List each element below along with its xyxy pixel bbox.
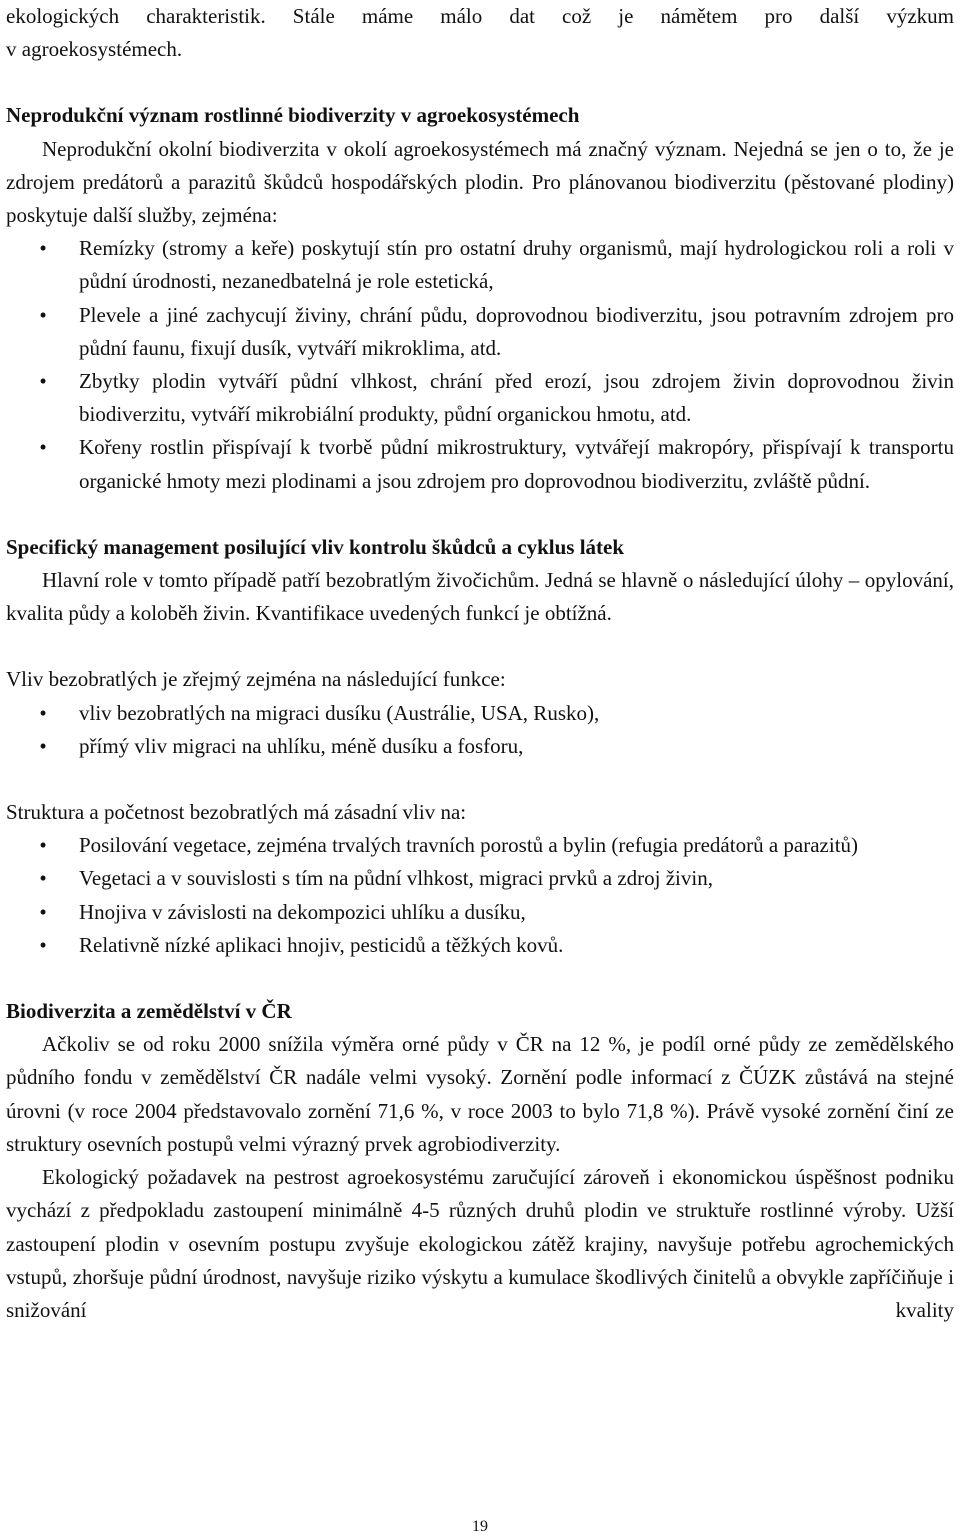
list-item-text: přímý vliv migraci na uhlíku, méně dusíku a fosforu,: [79, 733, 524, 758]
section1-bullet-list: [6, 232, 954, 498]
bullet-icon: •: [39, 369, 47, 394]
section1-paragraph: Neprodukční okolní biodiverzita v okolí agroekosystémech má značný význam. Nejedná se jen o to, že je zdrojem predátorů a parazitů škůdců hospodářských plodin. Pro plánovanou biodiverzitu (pěstované plodiny) poskytuje další služby, zejména:: [6, 136, 954, 228]
list-item-text: Remízky (stromy a keře) poskytují stín pro ostatní druhy organismů, mají hydrologickou roli a roli v půdní úrodnosti, nezanedbatelná je role estetická,: [79, 236, 954, 294]
list-item: [6, 431, 954, 497]
list-item-text: Relativně nízké aplikaci hnojiv, pesticidů a těžkých kovů.: [79, 932, 564, 957]
bullet-icon: •: [39, 932, 47, 957]
section-heading-management: Specifický management posilující vliv kontrolu škůdců a cyklus látek: [6, 534, 625, 559]
bullet-icon: •: [39, 866, 47, 891]
list-item-text: vliv bezobratlých na migraci dusíku (Austrálie, USA, Rusko),: [79, 700, 600, 725]
bullet-icon: •: [39, 302, 47, 327]
section-heading-biodiversity-cr: Biodiverzita a zemědělství v ČR: [6, 999, 292, 1024]
list-item: [6, 299, 954, 365]
bullet-icon: •: [39, 435, 47, 460]
section2-paragraph: Hlavní role v tomto případě patří bezobratlým živočichům. Jedná se hlavně o následující úlohy – opylování, kvalita půdy a koloběh živin. Kvantifikace uvedených funkcí je obtížná.: [6, 568, 954, 626]
list-item-text: Kořeny rostlin přispívají k tvorbě půdní mikrostruktury, vytvářejí makropóry, přispívají k transportu organické hmoty mezi plodinami a jsou zdrojem pro doprovodnou biodiverzitu, zvláště půdní.: [79, 435, 954, 493]
section-heading-nonproductive: Neprodukční význam rostlinné biodiverzity v agroekosystémech: [6, 103, 580, 128]
list-item: [6, 232, 954, 298]
list-item: [6, 365, 954, 431]
list-item: [6, 829, 954, 862]
list-item-text: Zbytky plodin vytváří půdní vlhkost, chrání před erozí, jsou zdrojem živin doprovodnou živin biodiverzitu, vytváří mikrobiální produkty, půdní organickou hmotu, atd.: [79, 369, 954, 427]
list-item-text: Hnojiva v závislosti na dekompozici uhlíku a dusíku,: [79, 899, 526, 924]
section3-paragraph-1: Ačkoliv se od roku 2000 snížila výměra orné půdy v ČR na 12 %, je podíl orné půdy ze zemědělského půdního fondu v zemědělství ČR nadále velmi vysoký. Zornění podle informací z ČÚZK zůstává na stejné úrovni (v roce 2004 představovalo zornění 71,6 %, v roce 2003 to bylo 71,8 %). Právě vysoké zornění činí ze struktury osevních postupů velmi výrazný prvek agrobiodiverzity.: [6, 1032, 954, 1156]
list-item-text: Vegetaci a v souvislosti s tím na půdní vlhkost, migraci prvků a zdroj živin,: [79, 866, 713, 891]
bullet-icon: •: [39, 733, 47, 758]
list-item: [6, 929, 954, 962]
list-item: [6, 730, 954, 763]
document-page: [6, 0, 954, 1327]
section2-bullet-list-1: [6, 697, 954, 763]
bullet-icon: •: [39, 833, 47, 858]
list-item: [6, 896, 954, 929]
list-item-text: Posilování vegetace, zejména trvalých travních porostů a bylin (refugia predátorů a parazitů): [79, 833, 859, 858]
section2-bullet-list-2: [6, 829, 954, 962]
intro-line-1: ekologických charakteristik. Stále máme málo dat což je námětem pro další výzkum: [6, 4, 954, 28]
section2-lead-1: Vliv bezobratlých je zřejmý zejména na následující funkce:: [6, 667, 506, 692]
section3-paragraph-2: Ekologický požadavek na pestrost agroekosystému zaručující zároveň i ekonomickou úspěšnost podniku vychází z předpokladu zastoupení minimálně 4-5 různých druhů plodin ve struktuře rostlinné výroby. Užší zastoupení plodin v osevním postupu zvyšuje ekologickou zátěž krajiny, navyšuje potřebu agrochemických vstupů, zhoršuje půdní úrodnost, navyšuje riziko výskytu a kumulace škodlivých činitelů a obvykle zapříčiňuje i snižování kvality: [6, 1165, 954, 1322]
list-item: [6, 862, 954, 895]
bullet-icon: •: [39, 899, 47, 924]
list-item: [6, 697, 954, 730]
bullet-icon: •: [39, 700, 47, 725]
list-item-text: Plevele a jiné zachycují živiny, chrání půdu, doprovodnou biodiverzitu, jsou potravním zdrojem pro půdní faunu, fixují dusík, vytváří mikroklima, atd.: [79, 302, 954, 360]
section2-lead-2: Struktura a početnost bezobratlých má zásadní vliv na:: [6, 800, 467, 825]
intro-line-2: v agroekosystémech.: [6, 37, 183, 62]
bullet-icon: •: [39, 236, 47, 261]
page-number: 19: [472, 1518, 488, 1535]
